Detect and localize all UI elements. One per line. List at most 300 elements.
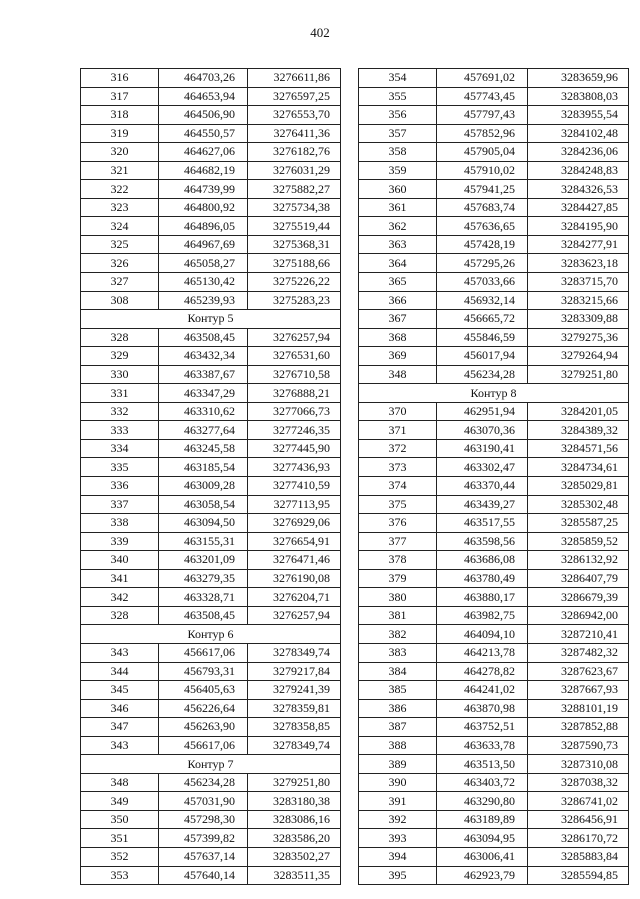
x-coordinate-cell: 463403,72 <box>437 773 528 792</box>
table-row <box>81 569 341 588</box>
table-row <box>81 402 341 421</box>
y-coordinate-cell: 3278349,74 <box>248 643 341 662</box>
y-coordinate-cell: 3285859,52 <box>528 532 629 551</box>
point-number-cell: 365 <box>359 273 437 292</box>
y-coordinate-cell: 3287667,93 <box>528 681 629 700</box>
x-coordinate-cell: 457743,45 <box>437 87 528 106</box>
contour-header-row <box>81 310 341 329</box>
point-number-cell: 395 <box>359 866 437 885</box>
point-number-cell: 391 <box>359 792 437 811</box>
point-number-cell: 364 <box>359 254 437 273</box>
point-number-cell: 346 <box>81 699 159 718</box>
table-row <box>81 161 341 180</box>
point-number-cell: 342 <box>81 588 159 607</box>
y-coordinate-cell: 3276531,60 <box>248 347 341 366</box>
y-coordinate-cell: 3275734,38 <box>248 198 341 217</box>
y-coordinate-cell: 3283623,18 <box>528 254 629 273</box>
y-coordinate-cell: 3275882,27 <box>248 180 341 199</box>
table-row <box>359 69 629 88</box>
table-row <box>81 458 341 477</box>
x-coordinate-cell: 463290,80 <box>437 792 528 811</box>
point-number-cell: 379 <box>359 569 437 588</box>
x-coordinate-cell: 462951,94 <box>437 402 528 421</box>
y-coordinate-cell: 3283180,38 <box>248 792 341 811</box>
table-row <box>359 180 629 199</box>
y-coordinate-cell: 3276929,06 <box>248 514 341 533</box>
x-coordinate-cell: 464627,06 <box>159 143 248 162</box>
y-coordinate-cell: 3286407,79 <box>528 569 629 588</box>
x-coordinate-cell: 456017,94 <box>437 347 528 366</box>
table-row <box>81 718 341 737</box>
table-row <box>81 643 341 662</box>
point-number-cell: 354 <box>359 69 437 88</box>
x-coordinate-cell: 457031,90 <box>159 792 248 811</box>
y-coordinate-cell: 3283511,35 <box>248 866 341 885</box>
table-row <box>81 495 341 514</box>
coordinates-table-left <box>80 68 341 885</box>
y-coordinate-cell: 3286456,91 <box>528 810 629 829</box>
x-coordinate-cell: 464682,19 <box>159 161 248 180</box>
point-number-cell: 331 <box>81 384 159 403</box>
point-number-cell: 333 <box>81 421 159 440</box>
y-coordinate-cell: 3275283,23 <box>248 291 341 310</box>
point-number-cell: 332 <box>81 402 159 421</box>
y-coordinate-cell: 3283808,03 <box>528 87 629 106</box>
x-coordinate-cell: 463328,71 <box>159 588 248 607</box>
table-row <box>359 124 629 143</box>
point-number-cell: 330 <box>81 365 159 384</box>
point-number-cell: 374 <box>359 477 437 496</box>
y-coordinate-cell: 3276257,94 <box>248 606 341 625</box>
point-number-cell: 368 <box>359 328 437 347</box>
y-coordinate-cell: 3287038,32 <box>528 773 629 792</box>
point-number-cell: 394 <box>359 847 437 866</box>
y-coordinate-cell: 3283215,66 <box>528 291 629 310</box>
point-number-cell: 343 <box>81 643 159 662</box>
table-row <box>359 161 629 180</box>
point-number-cell: 320 <box>81 143 159 162</box>
x-coordinate-cell: 463508,45 <box>159 328 248 347</box>
contour-header-row <box>81 755 341 774</box>
table-row <box>81 736 341 755</box>
table-row <box>359 328 629 347</box>
x-coordinate-cell: 456263,90 <box>159 718 248 737</box>
table-row <box>359 810 629 829</box>
point-number-cell: 378 <box>359 551 437 570</box>
point-number-cell: 389 <box>359 755 437 774</box>
y-coordinate-cell: 3276553,70 <box>248 106 341 125</box>
contour-label: Контур 6 <box>81 625 341 644</box>
x-coordinate-cell: 465130,42 <box>159 273 248 292</box>
y-coordinate-cell: 3275368,31 <box>248 235 341 254</box>
y-coordinate-cell: 3286741,02 <box>528 792 629 811</box>
y-coordinate-cell: 3276471,46 <box>248 551 341 570</box>
y-coordinate-cell: 3283715,70 <box>528 273 629 292</box>
x-coordinate-cell: 456617,06 <box>159 736 248 755</box>
y-coordinate-cell: 3284201,05 <box>528 402 629 421</box>
point-number-cell: 317 <box>81 87 159 106</box>
point-number-cell: 336 <box>81 477 159 496</box>
point-number-cell: 335 <box>81 458 159 477</box>
point-number-cell: 321 <box>81 161 159 180</box>
x-coordinate-cell: 456793,31 <box>159 662 248 681</box>
point-number-cell: 375 <box>359 495 437 514</box>
x-coordinate-cell: 463686,08 <box>437 551 528 570</box>
y-coordinate-cell: 3284236,06 <box>528 143 629 162</box>
x-coordinate-cell: 457797,43 <box>437 106 528 125</box>
x-coordinate-cell: 463302,47 <box>437 458 528 477</box>
y-coordinate-cell: 3277445,90 <box>248 439 341 458</box>
x-coordinate-cell: 463439,27 <box>437 495 528 514</box>
y-coordinate-cell: 3285883,84 <box>528 847 629 866</box>
y-coordinate-cell: 3276888,21 <box>248 384 341 403</box>
x-coordinate-cell: 463070,36 <box>437 421 528 440</box>
x-coordinate-cell: 463058,54 <box>159 495 248 514</box>
table-row <box>359 588 629 607</box>
x-coordinate-cell: 456234,28 <box>159 773 248 792</box>
table-row <box>359 606 629 625</box>
y-coordinate-cell: 3279264,94 <box>528 347 629 366</box>
point-number-cell: 318 <box>81 106 159 125</box>
x-coordinate-cell: 457295,26 <box>437 254 528 273</box>
x-coordinate-cell: 456665,72 <box>437 310 528 329</box>
x-coordinate-cell: 457683,74 <box>437 198 528 217</box>
table-row <box>81 254 341 273</box>
y-coordinate-cell: 3286170,72 <box>528 829 629 848</box>
y-coordinate-cell: 3276597,25 <box>248 87 341 106</box>
x-coordinate-cell: 464896,05 <box>159 217 248 236</box>
y-coordinate-cell: 3276204,71 <box>248 588 341 607</box>
point-number-cell: 345 <box>81 681 159 700</box>
table-row <box>359 143 629 162</box>
point-number-cell: 323 <box>81 198 159 217</box>
x-coordinate-cell: 457399,82 <box>159 829 248 848</box>
point-number-cell: 328 <box>81 328 159 347</box>
y-coordinate-cell: 3286679,39 <box>528 588 629 607</box>
point-number-cell: 382 <box>359 625 437 644</box>
point-number-cell: 343 <box>81 736 159 755</box>
y-coordinate-cell: 3283955,54 <box>528 106 629 125</box>
x-coordinate-cell: 464967,69 <box>159 235 248 254</box>
y-coordinate-cell: 3288101,19 <box>528 699 629 718</box>
x-coordinate-cell: 463009,28 <box>159 477 248 496</box>
x-coordinate-cell: 463279,35 <box>159 569 248 588</box>
y-coordinate-cell: 3285594,85 <box>528 866 629 885</box>
y-coordinate-cell: 3287852,88 <box>528 718 629 737</box>
x-coordinate-cell: 465239,93 <box>159 291 248 310</box>
y-coordinate-cell: 3287210,41 <box>528 625 629 644</box>
point-number-cell: 371 <box>359 421 437 440</box>
table-row <box>359 773 629 792</box>
table-row <box>81 662 341 681</box>
y-coordinate-cell: 3287623,67 <box>528 662 629 681</box>
y-coordinate-cell: 3276411,36 <box>248 124 341 143</box>
table-row <box>359 829 629 848</box>
table-row <box>81 532 341 551</box>
x-coordinate-cell: 464278,82 <box>437 662 528 681</box>
table-row <box>359 514 629 533</box>
table-row <box>81 291 341 310</box>
y-coordinate-cell: 3276257,94 <box>248 328 341 347</box>
table-row <box>359 365 629 384</box>
table-row <box>359 699 629 718</box>
y-coordinate-cell: 3287310,08 <box>528 755 629 774</box>
x-coordinate-cell: 456617,06 <box>159 643 248 662</box>
table-row <box>81 198 341 217</box>
table-row <box>359 106 629 125</box>
table-row <box>359 755 629 774</box>
point-number-cell: 325 <box>81 235 159 254</box>
y-coordinate-cell: 3284248,83 <box>528 161 629 180</box>
table-row <box>359 402 629 421</box>
point-number-cell: 348 <box>81 773 159 792</box>
point-number-cell: 339 <box>81 532 159 551</box>
table-row <box>81 551 341 570</box>
table-row <box>359 254 629 273</box>
y-coordinate-cell: 3284427,85 <box>528 198 629 217</box>
x-coordinate-cell: 464506,90 <box>159 106 248 125</box>
point-number-cell: 338 <box>81 514 159 533</box>
y-coordinate-cell: 3283086,16 <box>248 810 341 829</box>
point-number-cell: 352 <box>81 847 159 866</box>
table-row <box>81 235 341 254</box>
point-number-cell: 348 <box>359 365 437 384</box>
table-row <box>81 143 341 162</box>
x-coordinate-cell: 463245,58 <box>159 439 248 458</box>
y-coordinate-cell: 3277436,93 <box>248 458 341 477</box>
point-number-cell: 388 <box>359 736 437 755</box>
x-coordinate-cell: 464653,94 <box>159 87 248 106</box>
x-coordinate-cell: 463870,98 <box>437 699 528 718</box>
table-row <box>81 180 341 199</box>
contour-label: Контур 7 <box>81 755 341 774</box>
point-number-cell: 373 <box>359 458 437 477</box>
x-coordinate-cell: 465058,27 <box>159 254 248 273</box>
y-coordinate-cell: 3284389,32 <box>528 421 629 440</box>
point-number-cell: 367 <box>359 310 437 329</box>
y-coordinate-cell: 3284277,91 <box>528 235 629 254</box>
point-number-cell: 377 <box>359 532 437 551</box>
table-row <box>359 625 629 644</box>
y-coordinate-cell: 3278358,85 <box>248 718 341 737</box>
x-coordinate-cell: 457691,02 <box>437 69 528 88</box>
table-row <box>81 681 341 700</box>
y-coordinate-cell: 3276710,58 <box>248 365 341 384</box>
point-number-cell: 326 <box>81 254 159 273</box>
y-coordinate-cell: 3275519,44 <box>248 217 341 236</box>
x-coordinate-cell: 463513,50 <box>437 755 528 774</box>
x-coordinate-cell: 463598,56 <box>437 532 528 551</box>
point-number-cell: 384 <box>359 662 437 681</box>
x-coordinate-cell: 463517,55 <box>437 514 528 533</box>
x-coordinate-cell: 463201,09 <box>159 551 248 570</box>
y-coordinate-cell: 3277246,35 <box>248 421 341 440</box>
point-number-cell: 393 <box>359 829 437 848</box>
point-number-cell: 327 <box>81 273 159 292</box>
x-coordinate-cell: 456234,28 <box>437 365 528 384</box>
x-coordinate-cell: 464703,26 <box>159 69 248 88</box>
table-row <box>81 69 341 88</box>
table-row <box>81 606 341 625</box>
y-coordinate-cell: 3277113,95 <box>248 495 341 514</box>
table-row <box>81 106 341 125</box>
x-coordinate-cell: 463370,44 <box>437 477 528 496</box>
x-coordinate-cell: 456932,14 <box>437 291 528 310</box>
point-number-cell: 334 <box>81 439 159 458</box>
table-row <box>81 365 341 384</box>
y-coordinate-cell: 3285029,81 <box>528 477 629 496</box>
point-number-cell: 341 <box>81 569 159 588</box>
x-coordinate-cell: 463347,29 <box>159 384 248 403</box>
point-number-cell: 392 <box>359 810 437 829</box>
y-coordinate-cell: 3283502,27 <box>248 847 341 866</box>
y-coordinate-cell: 3279275,36 <box>528 328 629 347</box>
table-row <box>359 792 629 811</box>
table-row <box>81 87 341 106</box>
y-coordinate-cell: 3283309,88 <box>528 310 629 329</box>
point-number-cell: 347 <box>81 718 159 737</box>
point-number-cell: 319 <box>81 124 159 143</box>
y-coordinate-cell: 3279251,80 <box>528 365 629 384</box>
x-coordinate-cell: 464094,10 <box>437 625 528 644</box>
table-row <box>359 718 629 737</box>
table-row <box>81 384 341 403</box>
y-coordinate-cell: 3277066,73 <box>248 402 341 421</box>
table-row <box>81 847 341 866</box>
x-coordinate-cell: 464241,02 <box>437 681 528 700</box>
table-row <box>359 495 629 514</box>
table-row <box>81 477 341 496</box>
x-coordinate-cell: 463094,50 <box>159 514 248 533</box>
point-number-cell: 390 <box>359 773 437 792</box>
point-number-cell: 385 <box>359 681 437 700</box>
table-row <box>81 421 341 440</box>
x-coordinate-cell: 463190,41 <box>437 439 528 458</box>
x-coordinate-cell: 463310,62 <box>159 402 248 421</box>
point-number-cell: 386 <box>359 699 437 718</box>
x-coordinate-cell: 464739,99 <box>159 180 248 199</box>
x-coordinate-cell: 462923,79 <box>437 866 528 885</box>
table-row <box>359 273 629 292</box>
table-row <box>359 347 629 366</box>
y-coordinate-cell: 3276611,86 <box>248 69 341 88</box>
table-row <box>359 662 629 681</box>
point-number-cell: 350 <box>81 810 159 829</box>
table-row <box>81 866 341 885</box>
y-coordinate-cell: 3278359,81 <box>248 699 341 718</box>
point-number-cell: 387 <box>359 718 437 737</box>
y-coordinate-cell: 3277410,59 <box>248 477 341 496</box>
table-row <box>359 439 629 458</box>
y-coordinate-cell: 3275188,66 <box>248 254 341 273</box>
point-number-cell: 324 <box>81 217 159 236</box>
x-coordinate-cell: 463880,17 <box>437 588 528 607</box>
x-coordinate-cell: 457298,30 <box>159 810 248 829</box>
point-number-cell: 370 <box>359 402 437 421</box>
y-coordinate-cell: 3287482,32 <box>528 643 629 662</box>
y-coordinate-cell: 3286132,92 <box>528 551 629 570</box>
x-coordinate-cell: 463387,67 <box>159 365 248 384</box>
x-coordinate-cell: 457640,14 <box>159 866 248 885</box>
point-number-cell: 356 <box>359 106 437 125</box>
table-row <box>359 736 629 755</box>
table-row <box>81 699 341 718</box>
table-row <box>81 439 341 458</box>
point-number-cell: 351 <box>81 829 159 848</box>
table-row <box>81 829 341 848</box>
y-coordinate-cell: 3284102,48 <box>528 124 629 143</box>
table-row <box>81 217 341 236</box>
table-row <box>359 643 629 662</box>
x-coordinate-cell: 456405,63 <box>159 681 248 700</box>
y-coordinate-cell: 3278349,74 <box>248 736 341 755</box>
table-row <box>359 291 629 310</box>
table-row <box>81 773 341 792</box>
table-row <box>359 847 629 866</box>
table-right-body <box>359 69 629 885</box>
y-coordinate-cell: 3286942,00 <box>528 606 629 625</box>
y-coordinate-cell: 3276654,91 <box>248 532 341 551</box>
point-number-cell: 362 <box>359 217 437 236</box>
x-coordinate-cell: 463780,49 <box>437 569 528 588</box>
point-number-cell: 316 <box>81 69 159 88</box>
x-coordinate-cell: 463752,51 <box>437 718 528 737</box>
x-coordinate-cell: 463277,64 <box>159 421 248 440</box>
x-coordinate-cell: 463508,45 <box>159 606 248 625</box>
x-coordinate-cell: 456226,64 <box>159 699 248 718</box>
table-row <box>81 328 341 347</box>
point-number-cell: 363 <box>359 235 437 254</box>
point-number-cell: 372 <box>359 439 437 458</box>
table-row <box>359 569 629 588</box>
point-number-cell: 361 <box>359 198 437 217</box>
point-number-cell: 337 <box>81 495 159 514</box>
table-row <box>359 198 629 217</box>
contour-label: Контур 5 <box>81 310 341 329</box>
table-row <box>81 792 341 811</box>
point-number-cell: 359 <box>359 161 437 180</box>
x-coordinate-cell: 464800,92 <box>159 198 248 217</box>
table-row <box>359 477 629 496</box>
y-coordinate-cell: 3283659,96 <box>528 69 629 88</box>
y-coordinate-cell: 3284571,56 <box>528 439 629 458</box>
contour-label: Контур 8 <box>359 384 629 403</box>
y-coordinate-cell: 3287590,73 <box>528 736 629 755</box>
y-coordinate-cell: 3284326,53 <box>528 180 629 199</box>
page-number: 402 <box>310 25 330 40</box>
contour-header-row <box>359 384 629 403</box>
y-coordinate-cell: 3283586,20 <box>248 829 341 848</box>
table-row <box>359 866 629 885</box>
point-number-cell: 381 <box>359 606 437 625</box>
x-coordinate-cell: 463006,41 <box>437 847 528 866</box>
table-left-body <box>81 69 341 885</box>
y-coordinate-cell: 3279251,80 <box>248 773 341 792</box>
table-row <box>81 810 341 829</box>
x-coordinate-cell: 457941,25 <box>437 180 528 199</box>
point-number-cell: 349 <box>81 792 159 811</box>
table-row <box>359 458 629 477</box>
y-coordinate-cell: 3276182,76 <box>248 143 341 162</box>
table-row <box>81 588 341 607</box>
y-coordinate-cell: 3279241,39 <box>248 681 341 700</box>
y-coordinate-cell: 3284195,90 <box>528 217 629 236</box>
point-number-cell: 357 <box>359 124 437 143</box>
x-coordinate-cell: 457033,66 <box>437 273 528 292</box>
x-coordinate-cell: 464550,57 <box>159 124 248 143</box>
point-number-cell: 328 <box>81 606 159 625</box>
table-row <box>81 273 341 292</box>
